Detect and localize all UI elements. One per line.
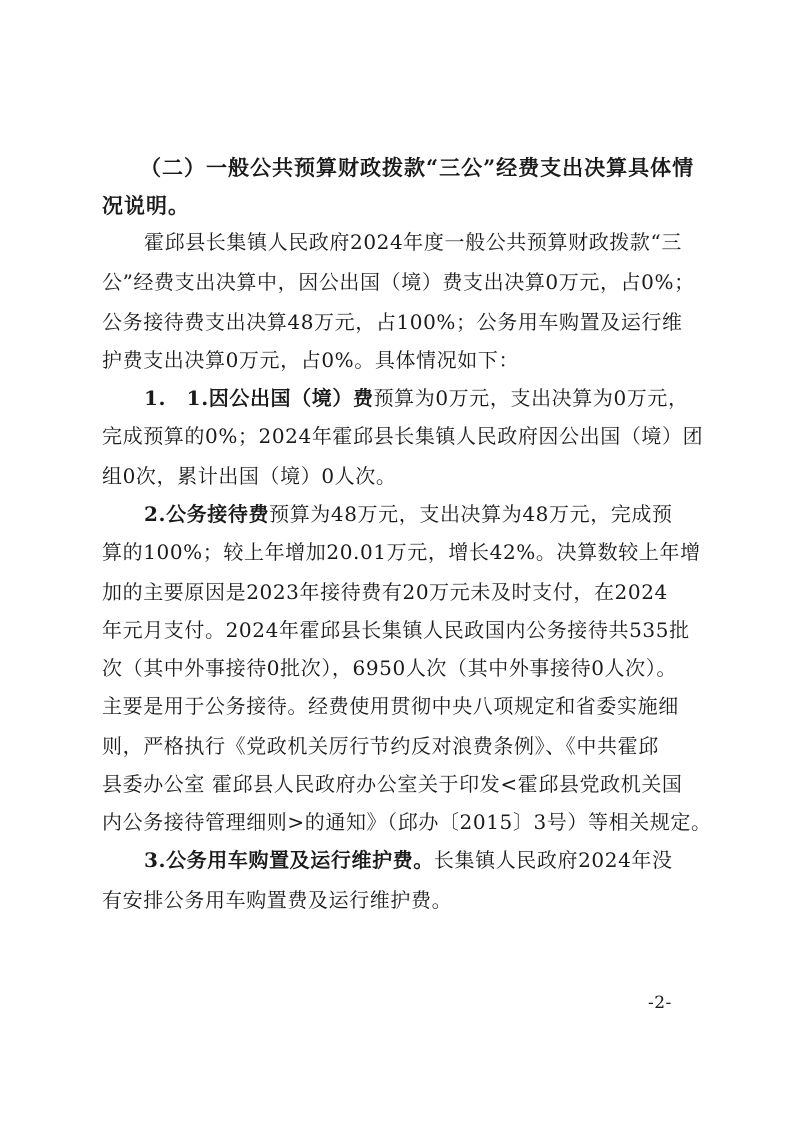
item2-line-5: 次（其中外事接待0批次），6950人次（其中外事接待0人次）。	[102, 656, 677, 680]
item2-line-9: 内公务接待管理细则>的通知》（邱办〔2015〕3号）等相关规定。	[102, 810, 712, 834]
item2-line-3: 加的主要原因是2023年接待费有20万元未及时支付，在2024	[102, 580, 668, 604]
section-heading-line-1: （二）一般公共预算财政拨款“三公”经费支出决算具体情	[140, 155, 695, 180]
item1-line-2: 完成预算的0%；2024年霍邱县长集镇人民政府因公出国（境）团	[102, 424, 704, 448]
item3-line-1-text: 长集镇人民政府2024年没	[433, 848, 673, 872]
item1-line-1	[144, 378, 689, 418]
intro-line-4: 护费支出决算0万元，占0%。具体情况如下：	[102, 348, 520, 372]
intro-line-1: 霍邱县长集镇人民政府2024年度一般公共预算财政拨款“三	[144, 230, 682, 254]
item2-line-1	[144, 494, 673, 534]
item2-label: 2.公务接待费	[144, 502, 270, 526]
intro-line-3: 公务接待费支出决算48万元，占100%；公务用车购置及运行维	[102, 310, 683, 334]
item3-line-2: 有安排公务用车购置费及运行维护费。	[102, 888, 453, 912]
item2-line-7: 则，严格执行《党政机关厉行节约反对浪费条例》、《中共霍邱	[102, 734, 659, 758]
item2-line-1-text: 预算为48万元，支出决算为48万元，完成预	[269, 502, 673, 526]
item2-line-2: 算的100%；较上年增加20.01万元，增长42%。决算数较上年增	[102, 540, 701, 564]
item3-line-1	[144, 840, 673, 880]
section-heading-line-2: 况说明。	[102, 193, 190, 218]
item1-line-3: 组0次，累计出国（境）0人次。	[102, 464, 397, 488]
item3-label: 3.公务用车购置及运行维护费。	[144, 848, 434, 872]
item1-label: 1. 1.因公出国（境）费	[144, 386, 374, 410]
item2-line-8: 县委办公室 霍邱县人民政府办公室关于印发<霍邱县党政机关国	[102, 772, 683, 796]
item2-line-6: 主要是用于公务接待。经费使用贯彻中央八项规定和省委实施细	[102, 694, 679, 718]
item1-line-1-text: 预算为0万元，支出决算为0万元，	[373, 386, 689, 410]
page-number: -2-	[648, 993, 672, 1013]
item2-line-4: 年元月支付。2024年霍邱县长集镇人民政国内公务接待共535批	[102, 618, 690, 642]
intro-line-2: 公”经费支出决算中，因公出国（境）费支出决算0万元，占0%；	[102, 270, 695, 294]
